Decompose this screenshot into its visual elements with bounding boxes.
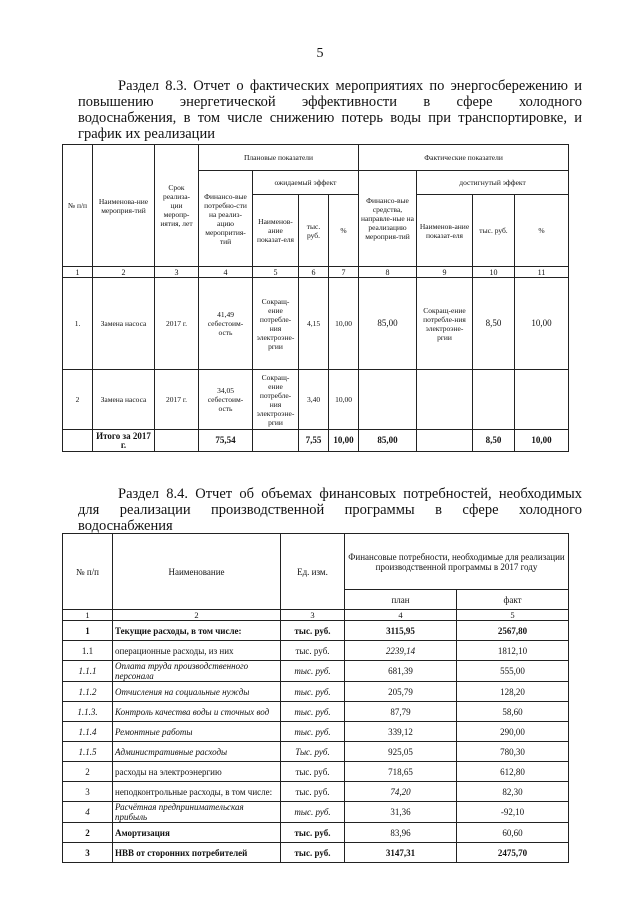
cell-name: расходы на электроэнергию xyxy=(113,762,281,782)
cell-fact: 2475,70 xyxy=(457,843,569,863)
heading-line: Раздел 8.3. Отчет о фактических мероприятиях по энергосбережению и xyxy=(118,78,582,94)
cell-fin-fact xyxy=(359,370,417,430)
header-achieved: достигнутый эффект xyxy=(417,171,569,195)
col-number: 4 xyxy=(199,267,253,278)
table-row xyxy=(63,682,569,702)
cell-name: Амортизация xyxy=(113,823,281,843)
cell-name: операционные расходы, из них xyxy=(113,641,281,661)
col-number: 8 xyxy=(359,267,417,278)
cell-fact: -92,10 xyxy=(457,802,569,823)
total-fin-fact: 85,00 xyxy=(359,430,417,452)
cell-num: 1. xyxy=(63,278,93,370)
table-row xyxy=(63,742,569,762)
cell-ach-name xyxy=(417,370,473,430)
cell-unit: Тыс. руб. xyxy=(281,742,345,762)
total-row xyxy=(63,430,569,452)
total-label: Итого за 2017 г. xyxy=(93,430,155,452)
cell-num: 1.1.5 xyxy=(63,742,113,762)
cell-num: 2 xyxy=(63,823,113,843)
header-fin: Финансовые потребности, необходимые для реализации производственной программы в 2017 году xyxy=(345,534,569,590)
table-row xyxy=(63,278,569,370)
cell-name: НВВ от сторонних потребителей xyxy=(113,843,281,863)
cell-fact: 82,30 xyxy=(457,782,569,802)
header-eff-name: Наименов-ание показат-еля xyxy=(253,195,299,267)
cell-fact: 2567,80 xyxy=(457,621,569,641)
cell-plan: 87,79 xyxy=(345,702,457,722)
header-unit: Ед. изм. xyxy=(281,534,345,610)
cell-name: Отчисления на социальные нужды xyxy=(113,682,281,702)
cell-name: неподконтрольные расходы, в том числе: xyxy=(113,782,281,802)
header-expected: ожидаемый эффект xyxy=(253,171,359,195)
table-row xyxy=(63,722,569,742)
col-number: 6 xyxy=(299,267,329,278)
cell-ach-rub xyxy=(473,370,515,430)
cell-fact: 555,00 xyxy=(457,661,569,682)
cell-unit: тыс. руб. xyxy=(281,823,345,843)
cell-unit: тыс. руб. xyxy=(281,782,345,802)
header-fin-fact: Финансо-вые средства, направле-ные на реализацию мероприя-тий xyxy=(359,171,417,267)
header-name: Наименование xyxy=(113,534,281,610)
col-number: 3 xyxy=(155,267,199,278)
col-number: 10 xyxy=(473,267,515,278)
cell-name: Текущие расходы, в том числе: xyxy=(113,621,281,641)
col-number: 4 xyxy=(345,610,457,621)
header-fin-plan: Финансо-вые потребно-сти на реализ-ацию меропрития-тий xyxy=(199,171,253,267)
cell-fin-plan: 41,49 себестоим-ость xyxy=(199,278,253,370)
cell-name: Замена насоса xyxy=(93,278,155,370)
cell-name: Расчётная предпринимательская прибыль xyxy=(113,802,281,823)
cell-term: 2017 г. xyxy=(155,370,199,430)
cell-unit: тыс. руб. xyxy=(281,722,345,742)
header-ach-name: Наименов-ание показат-еля xyxy=(417,195,473,267)
cell-unit: тыс. руб. xyxy=(281,641,345,661)
cell-num: 3 xyxy=(63,782,113,802)
cell-name: Оплата труда производственного персонала xyxy=(113,661,281,682)
heading-line: Раздел 8.4. Отчет об объемах финансовых потребностей, необходимых xyxy=(118,486,582,502)
table-row xyxy=(63,823,569,843)
cell-ach-pct xyxy=(515,370,569,430)
cell-plan: 718,65 xyxy=(345,762,457,782)
cell-name: Ремонтные работы xyxy=(113,722,281,742)
cell-eff-pct: 10,00 xyxy=(329,278,359,370)
cell-name: Административные расходы xyxy=(113,742,281,762)
heading-line: водоснабжения, в том числе снижению потерь воды при транспортировке, и xyxy=(78,110,582,126)
heading-line: для реализации производственной программы в сфере холодного xyxy=(78,502,582,518)
heading-line: водоснабжения xyxy=(78,518,173,534)
cell-ach-pct: 10,00 xyxy=(515,278,569,370)
cell-plan: 2239,14 xyxy=(345,641,457,661)
col-number: 11 xyxy=(515,267,569,278)
col-number: 7 xyxy=(329,267,359,278)
cell-plan: 205,79 xyxy=(345,682,457,702)
cell-plan: 83,96 xyxy=(345,823,457,843)
cell-eff-rub: 3,40 xyxy=(299,370,329,430)
cell-num: 1.1.4 xyxy=(63,722,113,742)
cell-fact: 60,60 xyxy=(457,823,569,843)
cell-fin-fact: 85,00 xyxy=(359,278,417,370)
total-eff-pct: 10,00 xyxy=(329,430,359,452)
total-ach-rub: 8,50 xyxy=(473,430,515,452)
table-row xyxy=(63,843,569,863)
cell-ach-rub: 8,50 xyxy=(473,278,515,370)
cell-eff-name: Сокращ-ение потребле-ния электроэне-ргии xyxy=(253,370,299,430)
table-row xyxy=(63,621,569,641)
cell-num: 1.1.2 xyxy=(63,682,113,702)
cell-eff-rub: 4,15 xyxy=(299,278,329,370)
cell-name: Замена насоса xyxy=(93,370,155,430)
cell-unit: тыс. руб. xyxy=(281,702,345,722)
table-row xyxy=(63,802,569,823)
section-8-3-heading xyxy=(78,78,582,142)
table-row xyxy=(63,782,569,802)
col-number: 9 xyxy=(417,267,473,278)
header-eff-rub: тыс. руб. xyxy=(299,195,329,267)
cell-term: 2017 г. xyxy=(155,278,199,370)
financial-needs-table xyxy=(62,533,569,863)
cell-unit: тыс. руб. xyxy=(281,682,345,702)
cell-num: 2 xyxy=(63,370,93,430)
total-eff-rub: 7,55 xyxy=(299,430,329,452)
header-term: Срок реализа-ции меропр-иятия, лет xyxy=(155,145,199,267)
cell-unit: тыс. руб. xyxy=(281,621,345,641)
cell-plan: 681,39 xyxy=(345,661,457,682)
header-ach-rub: тыс. руб. xyxy=(473,195,515,267)
cell-unit: тыс. руб. xyxy=(281,802,345,823)
cell-num: 2 xyxy=(63,762,113,782)
cell-plan: 925,05 xyxy=(345,742,457,762)
cell-ach-name: Сокращ-ение потребле-ния электроэне-ргии xyxy=(417,278,473,370)
col-number: 2 xyxy=(113,610,281,621)
col-number: 5 xyxy=(253,267,299,278)
header-eff-pct: % xyxy=(329,195,359,267)
cell-num: 1 xyxy=(63,621,113,641)
col-number: 3 xyxy=(281,610,345,621)
col-number: 2 xyxy=(93,267,155,278)
page-number: 5 xyxy=(316,46,324,61)
cell-fact: 58,60 xyxy=(457,702,569,722)
cell-num: 3 xyxy=(63,843,113,863)
cell-plan: 3115,95 xyxy=(345,621,457,641)
table-row xyxy=(63,702,569,722)
header-actual: Фактические показатели xyxy=(359,145,569,171)
total-fin-plan: 75,54 xyxy=(199,430,253,452)
heading-line: график их реализации xyxy=(78,126,215,142)
cell-num: 4 xyxy=(63,802,113,823)
cell-num: 1.1.1 xyxy=(63,661,113,682)
cell-plan: 339,12 xyxy=(345,722,457,742)
cell-plan: 3147,31 xyxy=(345,843,457,863)
cell-fact: 128,20 xyxy=(457,682,569,702)
cell-unit: тыс. руб. xyxy=(281,661,345,682)
cell-fact: 780,30 xyxy=(457,742,569,762)
cell-unit: тыс. руб. xyxy=(281,762,345,782)
header-name: Наименова-ние мероприя-тий xyxy=(93,145,155,267)
cell-plan: 31,36 xyxy=(345,802,457,823)
total-ach-pct: 10,00 xyxy=(515,430,569,452)
col-number: 1 xyxy=(63,267,93,278)
table-row xyxy=(63,762,569,782)
energy-measures-table xyxy=(62,144,569,452)
cell-fin-plan: 34,05 себестоим-ость xyxy=(199,370,253,430)
cell-plan: 74,20 xyxy=(345,782,457,802)
table-row xyxy=(63,641,569,661)
cell-unit: тыс. руб. xyxy=(281,843,345,863)
col-number: 5 xyxy=(457,610,569,621)
header-fact: факт xyxy=(457,590,569,610)
col-number: 1 xyxy=(63,610,113,621)
section-8-4-heading xyxy=(78,486,582,534)
cell-fact: 1812,10 xyxy=(457,641,569,661)
cell-fact: 612,80 xyxy=(457,762,569,782)
header-num: № п/п xyxy=(63,534,113,610)
cell-eff-name: Сокращ-ение потребле-ния электроэне-ргии xyxy=(253,278,299,370)
cell-name: Контроль качества воды и сточных вод xyxy=(113,702,281,722)
cell-eff-pct: 10,00 xyxy=(329,370,359,430)
header-planned: Плановые показатели xyxy=(199,145,359,171)
cell-num: 1.1.3. xyxy=(63,702,113,722)
header-ach-pct: % xyxy=(515,195,569,267)
header-num: № п/п xyxy=(63,145,93,267)
cell-num: 1.1 xyxy=(63,641,113,661)
cell-fact: 290,00 xyxy=(457,722,569,742)
table-row xyxy=(63,661,569,682)
heading-line: повышению энергетической эффективности в сфере холодного xyxy=(78,94,582,110)
header-plan: план xyxy=(345,590,457,610)
table-row xyxy=(63,370,569,430)
